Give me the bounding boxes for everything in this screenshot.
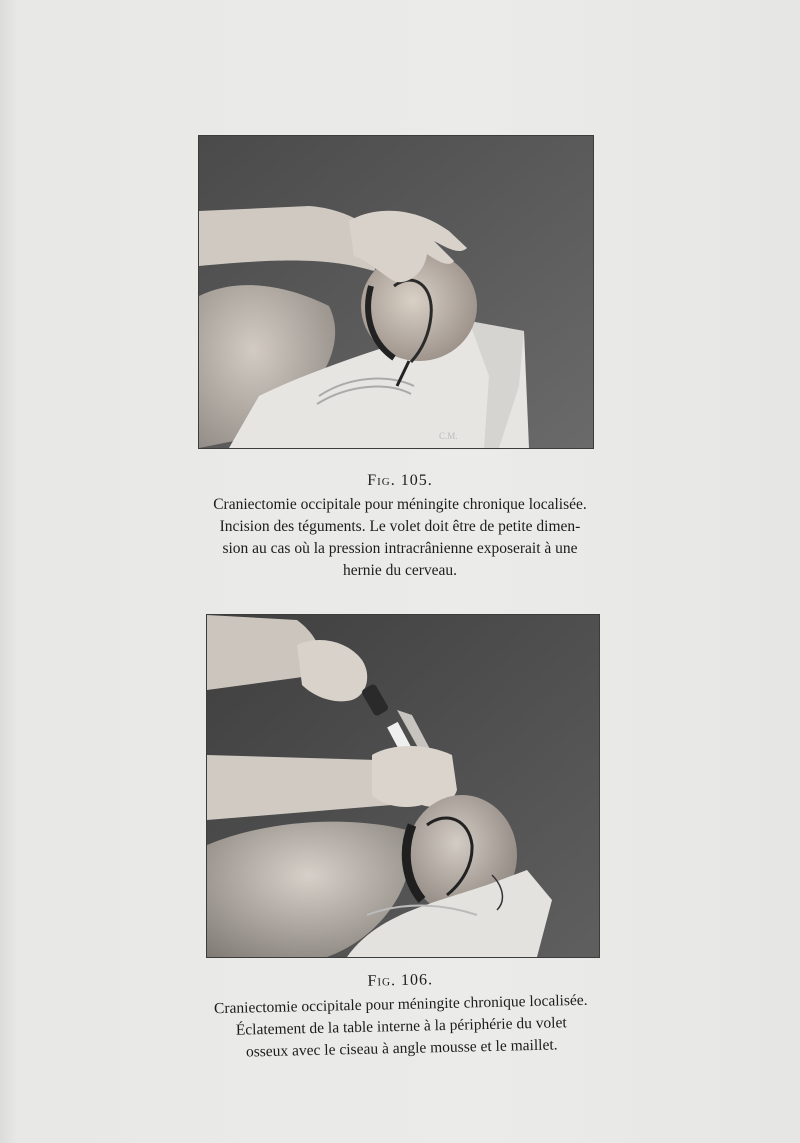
figure-106-label: Fig. 106. <box>367 971 434 990</box>
figure-105-caption <box>150 470 650 582</box>
figure-106-caption <box>150 964 652 1065</box>
photo-signature: C.M. <box>439 431 458 441</box>
caption-106-line-3: osseux avec le ciseau à angle mousse et le maillet. <box>245 1036 558 1061</box>
figure-105-photo <box>199 136 593 448</box>
caption-106-line-2: Éclatement de la table interne à la périphérie du volet <box>235 1014 567 1039</box>
surgery-photo-105 <box>199 136 593 448</box>
caption-105-line-1: Craniectomie occipitale pour méningite chronique localisée. <box>213 496 587 513</box>
figure-105-label: Fig. 105. <box>367 472 433 489</box>
caption-105-line-3: sion au cas où la pression intracrânienne exposerait à une <box>222 540 578 557</box>
figure-106-photo <box>207 615 599 957</box>
caption-106-line-1: Craniectomie occipitale pour méningite chronique localisée. <box>213 991 588 1018</box>
caption-105-line-2: Incision des téguments. Le volet doit être de petite dimen- <box>219 518 581 535</box>
surgery-photo-106 <box>207 615 599 957</box>
caption-105-line-4: hernie du cerveau. <box>342 562 458 579</box>
